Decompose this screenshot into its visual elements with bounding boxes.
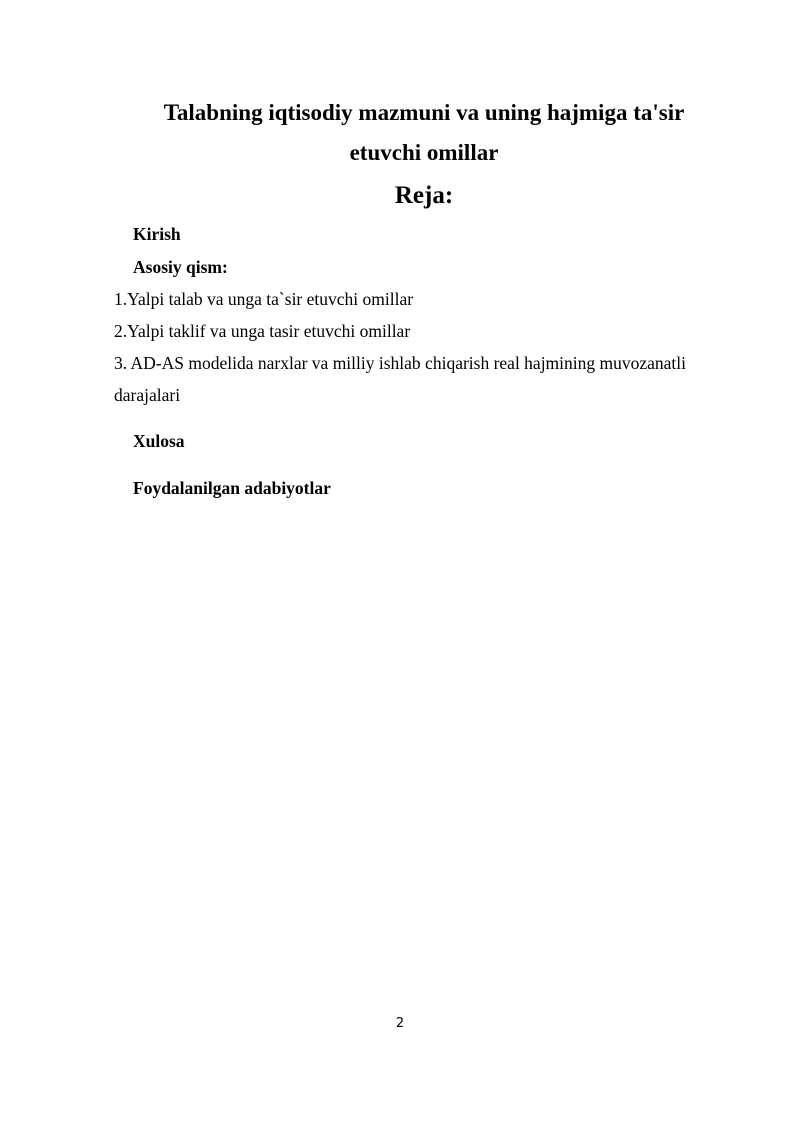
document-title-line-2: etuvchi omillar — [349, 140, 499, 165]
plan-subitem-2: 2.Yalpi taklif va unga tasir etuvchi omillar — [114, 321, 411, 341]
page-number: 2 — [395, 1016, 405, 1031]
plan-subitem-1: 1.Yalpi talab va unga ta`sir etuvchi omillar — [114, 289, 414, 309]
plan-heading: Reja: — [394, 182, 454, 209]
plan-subitem-3-continuation: darajalari — [114, 385, 181, 405]
plan-item-main-part: Asosiy qism: — [133, 257, 228, 277]
plan-item-references: Foydalanilgan adabiyotlar — [133, 478, 331, 498]
plan-subitem-3: 3. AD-AS modelida narxlar va milliy ishlab chiqarish real hajmining muvozanatli — [114, 353, 687, 373]
plan-item-introduction: Kirish — [133, 224, 181, 244]
plan-item-conclusion: Xulosa — [133, 431, 185, 451]
document-title-line-1: Talabning iqtisodiy mazmuni va uning hajmiga ta'sir — [163, 100, 685, 125]
